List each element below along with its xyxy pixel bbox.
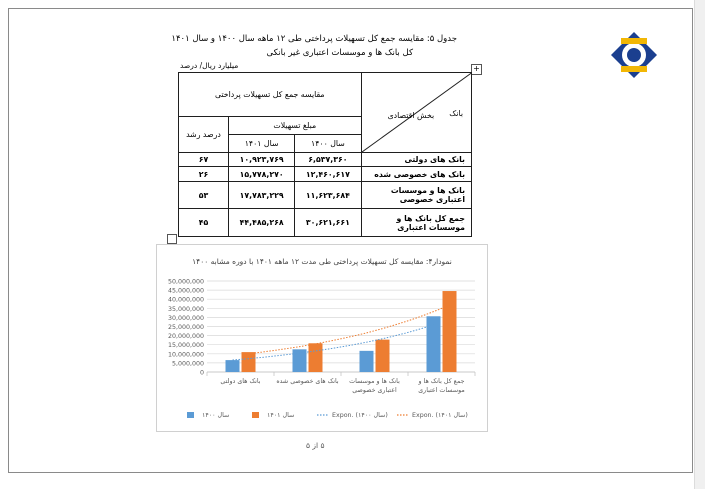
x-tick-label: بانک های خصوصی شده	[276, 378, 339, 385]
header-growth: درصد رشد	[179, 117, 229, 153]
table-title: جدول ۵: مقایسه جمع کل تسهیلات پرداختی طی ۱۲ ماهه سال ۱۴۰۰ و سال ۱۴۰۱	[171, 34, 457, 44]
y-tick-label: 45,000,000	[167, 287, 204, 295]
bar-y1400	[360, 351, 374, 372]
chart-title: نمودار۴: مقایسه کل تسهیلات پرداختی طی مدت ۱۲ ماهه ۱۴۰۱ با دوره مشابه ۱۴۰۰	[192, 257, 452, 266]
diagonal-header-cell	[361, 73, 471, 153]
table-resize-handle-icon[interactable]	[167, 234, 177, 244]
page-number: ۵ از ۵	[306, 441, 325, 450]
table-subtitle: کل بانک ها و موسسات اعتباری غیر بانکی	[266, 48, 413, 58]
x-tick-label: بانک ها و موسسات	[349, 378, 400, 385]
legend-label: سال ۱۴۰۰	[202, 412, 230, 419]
y-tick-label: 25,000,000	[167, 324, 204, 331]
table-row	[179, 181, 472, 209]
x-tick-label: جمع کل بانک ها و	[418, 378, 465, 385]
y-tick-label: 40,000,000	[167, 296, 204, 304]
header-sector: بخش اقتصادی	[387, 111, 435, 120]
cell-growth: ۵۳	[179, 181, 229, 209]
cell-growth: ۴۵	[179, 209, 229, 237]
header-year-1400: سال ۱۴۰۰	[295, 135, 361, 153]
cell-growth: ۲۶	[179, 167, 229, 181]
row-label: بانک های خصوصی شده	[361, 167, 471, 181]
legend-label: Expon. (سال ۱۴۰۰)	[332, 412, 388, 419]
table-row	[179, 167, 472, 181]
cell-1401: ۱۵,۷۷۸,۲۷۰	[228, 167, 294, 181]
bar-chart	[157, 245, 487, 431]
table-row	[179, 209, 472, 237]
legend-label: Expon. (سال ۱۴۰۱)	[412, 412, 468, 419]
y-tick-label: 50,000,000	[167, 278, 204, 286]
y-tick-label: 30,000,000	[167, 314, 204, 322]
header-bank: بانک	[449, 109, 463, 118]
trendline-y1400	[233, 325, 434, 360]
cell-1401: ۱۰,۹۲۳,۷۶۹	[228, 153, 294, 167]
cell-1401: ۱۷,۷۸۳,۲۲۹	[228, 181, 294, 209]
x-tick-label: اعتباری خصوصی	[352, 387, 397, 394]
table-move-handle-icon[interactable]: +	[471, 64, 482, 75]
header-year-1401: سال ۱۴۰۱	[228, 135, 294, 153]
header-amount: مبلغ تسهیلات	[228, 117, 361, 135]
bar-y1400	[427, 316, 441, 372]
y-tick-label: 15,000,000	[167, 342, 204, 350]
cell-1400: ۳۰,۶۲۱,۶۶۱	[295, 209, 361, 237]
cell-1400: ۱۱,۶۲۳,۶۸۴	[295, 181, 361, 209]
cell-1401: ۴۴,۴۸۵,۲۶۸	[228, 209, 294, 237]
table-row	[179, 153, 472, 167]
chart-container[interactable]	[156, 244, 488, 432]
y-tick-label: 0	[199, 369, 204, 377]
bar-y1401	[242, 352, 256, 372]
row-label: بانک های دولتی	[361, 153, 471, 167]
y-tick-label: 35,000,000	[167, 305, 204, 313]
header-group: مقایسه جمع کل تسهیلات پرداختی	[179, 73, 362, 117]
row-label: بانک ها و موسسات اعتباری خصوصی	[361, 181, 471, 209]
legend-swatch	[252, 412, 259, 418]
bar-y1400	[226, 360, 240, 372]
cell-growth: ۶۷	[179, 153, 229, 167]
bar-y1401	[309, 343, 323, 372]
bar-y1401	[376, 340, 390, 372]
cell-1400: ۱۲,۴۶۰,۶۱۷	[295, 167, 361, 181]
bar-y1401	[443, 291, 457, 372]
x-tick-label: موسسات اعتباری	[418, 387, 465, 394]
y-tick-label: 20,000,000	[167, 333, 204, 341]
vertical-scrollbar[interactable]	[694, 0, 705, 489]
legend-label: سال ۱۴۰۱	[267, 412, 295, 419]
bank-logo	[609, 30, 659, 80]
cell-1400: ۶,۵۳۷,۳۶۰	[295, 153, 361, 167]
unit-label: میلیارد ریال/ درصد	[180, 61, 239, 70]
y-tick-label: 10,000,000	[167, 351, 204, 359]
row-label: جمع کل بانک ها و موسسات اعتباری	[361, 209, 471, 237]
y-tick-label: 5,000,000	[171, 360, 204, 368]
x-tick-label: بانک های دولتی	[220, 378, 261, 385]
comparison-table	[178, 72, 472, 237]
legend-swatch	[187, 412, 194, 418]
